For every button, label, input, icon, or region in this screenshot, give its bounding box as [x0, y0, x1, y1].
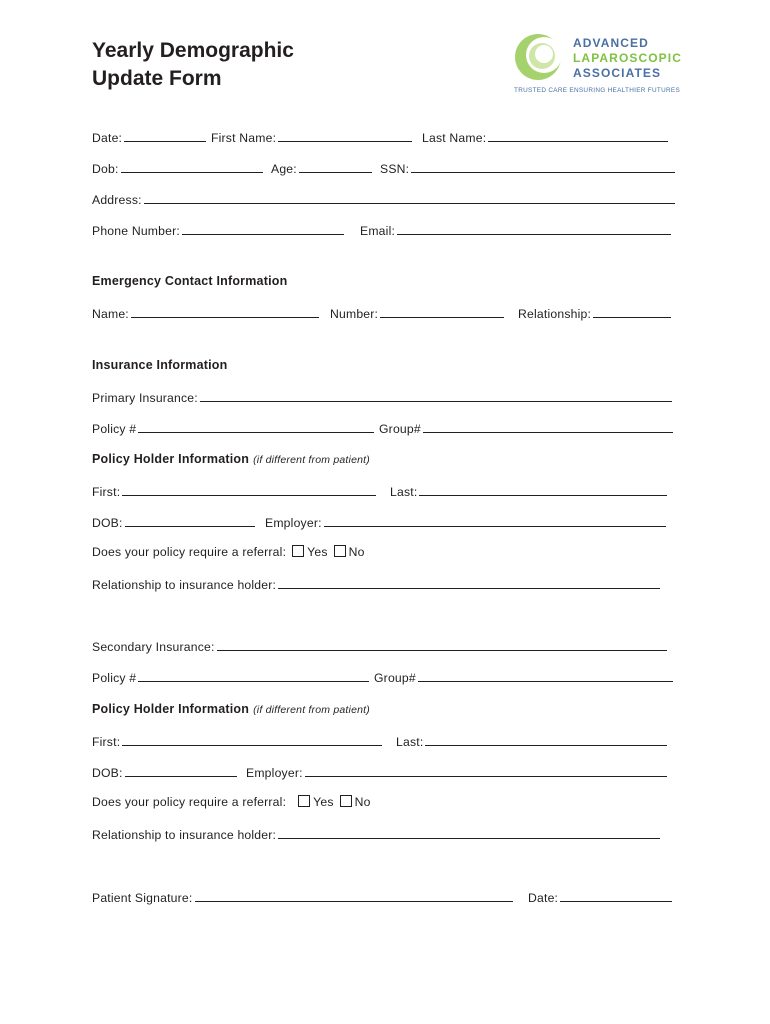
emergency-number-field[interactable]: [330, 305, 504, 321]
company-logo: [514, 32, 694, 100]
patient-signature-field[interactable]: [92, 889, 513, 905]
address-label: Address:: [92, 193, 142, 207]
insurance-heading: Insurance Information: [92, 358, 228, 372]
primary-referral-no-checkbox[interactable]: [334, 545, 346, 557]
form-title-line2: Update Form: [92, 67, 222, 90]
address-field[interactable]: [92, 191, 675, 207]
age-field[interactable]: [271, 160, 372, 176]
primary-referral-no-label: No: [348, 545, 365, 559]
secondary-referral-yes-checkbox[interactable]: [298, 795, 310, 807]
emergency-name-field[interactable]: [92, 305, 319, 321]
primary-last-field[interactable]: [390, 483, 667, 499]
age-label: Age:: [271, 162, 297, 176]
secondary-referral-no-checkbox[interactable]: [340, 795, 352, 807]
date-label: Date:: [92, 131, 123, 145]
logo-text-laparoscopic: LAPAROSCOPIC: [573, 51, 682, 65]
secondary-holder-heading: [92, 702, 370, 716]
secondary-relationship-field[interactable]: [92, 826, 660, 842]
secondary-last-field[interactable]: [396, 733, 667, 749]
primary-policy-field[interactable]: [92, 420, 374, 436]
primary-referral-label: Does your policy require a referral:: [92, 545, 287, 559]
secondary-last-label: Last:: [396, 735, 424, 749]
logo-tagline: TRUSTED CARE ENSURING HEALTHIER FUTURES: [514, 87, 681, 94]
emergency-number-label: Number:: [330, 307, 379, 321]
primary-group-label: Group#: [379, 422, 421, 436]
email-field[interactable]: [360, 222, 671, 238]
emergency-relationship-label: Relationship:: [518, 307, 592, 321]
first-name-label: First Name:: [211, 131, 277, 145]
secondary-dob-field[interactable]: [92, 764, 237, 780]
primary-last-label: Last:: [390, 485, 418, 499]
secondary-first-field[interactable]: [92, 733, 382, 749]
emergency-name-label: Name:: [92, 307, 129, 321]
primary-holder-note: (if different from patient): [253, 454, 370, 466]
secondary-employer-label: Employer:: [246, 766, 303, 780]
primary-first-label: First:: [92, 485, 121, 499]
primary-first-field[interactable]: [92, 483, 376, 499]
secondary-employer-field[interactable]: [246, 764, 667, 780]
emergency-relationship-field[interactable]: [518, 305, 671, 321]
last-name-label: Last Name:: [422, 131, 487, 145]
email-label: Email:: [360, 224, 396, 238]
ssn-field[interactable]: [380, 160, 675, 176]
logo-circles-icon: [514, 32, 570, 84]
emergency-heading: Emergency Contact Information: [92, 274, 288, 288]
secondary-relationship-label: Relationship to insurance holder:: [92, 828, 277, 842]
last-name-field[interactable]: [422, 129, 668, 145]
secondary-referral-label: Does your policy require a referral:: [92, 795, 287, 809]
primary-insurance-label: Primary Insurance:: [92, 391, 198, 405]
secondary-policy-label: Policy #: [92, 671, 137, 685]
signature-date-label: Date:: [528, 891, 559, 905]
primary-employer-field[interactable]: [265, 514, 666, 530]
secondary-dob-label: DOB:: [92, 766, 123, 780]
primary-dob-field[interactable]: [92, 514, 255, 530]
primary-holder-heading-text: Policy Holder Information: [92, 452, 250, 466]
secondary-referral-row: [92, 795, 371, 809]
secondary-insurance-field[interactable]: [92, 638, 667, 654]
primary-relationship-label: Relationship to insurance holder:: [92, 578, 277, 592]
secondary-policy-field[interactable]: [92, 669, 369, 685]
primary-holder-heading: [92, 452, 370, 466]
primary-relationship-field[interactable]: [92, 576, 660, 592]
primary-referral-yes-checkbox[interactable]: [292, 545, 304, 557]
secondary-holder-note: (if different from patient): [253, 704, 370, 716]
primary-referral-row: [92, 545, 365, 559]
dob-field[interactable]: [92, 160, 263, 176]
secondary-insurance-label: Secondary Insurance:: [92, 640, 215, 654]
phone-label: Phone Number:: [92, 224, 180, 238]
form-title: [92, 37, 294, 93]
logo-text-advanced: ADVANCED: [573, 36, 649, 50]
primary-dob-label: DOB:: [92, 516, 123, 530]
form-title-line1: Yearly Demographic: [92, 39, 294, 62]
secondary-first-label: First:: [92, 735, 121, 749]
secondary-holder-heading-text: Policy Holder Information: [92, 702, 250, 716]
secondary-group-label: Group#: [374, 671, 416, 685]
primary-referral-yes-label: Yes: [307, 545, 328, 559]
phone-field[interactable]: [92, 222, 344, 238]
signature-date-field[interactable]: [528, 889, 672, 905]
logo-text-associates: ASSOCIATES: [573, 66, 662, 80]
dob-label: Dob:: [92, 162, 119, 176]
secondary-referral-yes-label: Yes: [313, 795, 334, 809]
secondary-referral-no-label: No: [354, 795, 371, 809]
date-field[interactable]: [92, 129, 206, 145]
primary-group-field[interactable]: [379, 420, 673, 436]
patient-signature-label: Patient Signature:: [92, 891, 193, 905]
secondary-group-field[interactable]: [374, 669, 673, 685]
primary-employer-label: Employer:: [265, 516, 322, 530]
primary-insurance-field[interactable]: [92, 389, 672, 405]
primary-policy-label: Policy #: [92, 422, 137, 436]
ssn-label: SSN:: [380, 162, 410, 176]
first-name-field[interactable]: [211, 129, 412, 145]
